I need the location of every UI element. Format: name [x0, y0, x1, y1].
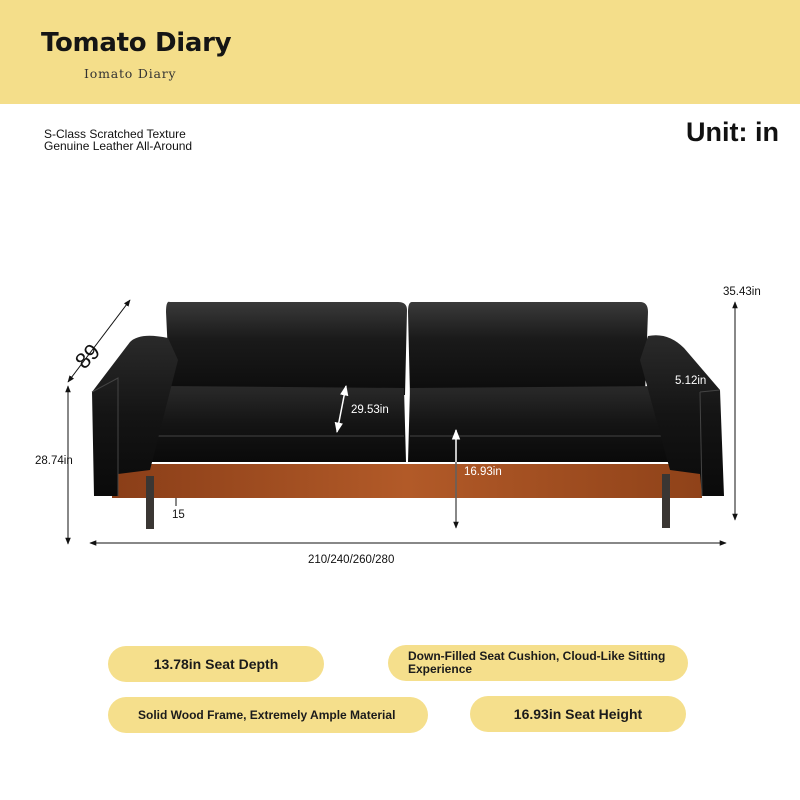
leg-height-label: 15	[172, 509, 185, 521]
arm-width-label: 5.12in	[675, 375, 707, 387]
feature-label: 13.78in Seat Depth	[153, 656, 279, 672]
feature-pill-seat-depth	[108, 646, 324, 682]
brand-title: Tomato Diary	[41, 28, 232, 58]
total-height-label: 35.43in	[723, 286, 761, 298]
arm-height-label: 28.74in	[35, 455, 73, 467]
feature-label: Solid Wood Frame, Extremely Ample Material	[138, 707, 396, 722]
right-leg	[662, 474, 670, 528]
back-cushion-left	[166, 302, 407, 395]
feature-label: Down-Filled Seat Cushion, Cloud-Like Sitting Experience	[408, 649, 666, 676]
seat-cushion-left	[144, 386, 406, 462]
brand-subtitle: Iomato Diary	[84, 66, 177, 81]
description-line-2: Genuine Leather All-Around	[44, 139, 193, 153]
feature-pill-seat-height	[470, 696, 686, 732]
seat-cushion-right	[408, 386, 673, 462]
sofa	[92, 302, 724, 529]
feature-label: 16.93in Seat Height	[513, 706, 643, 722]
length-options-label: 210/240/260/280	[308, 554, 395, 566]
feature-pill-frame	[108, 697, 428, 733]
feature-pill-cushion	[388, 645, 688, 681]
seat-depth-inner-label: 29.53in	[351, 404, 389, 416]
wood-base	[112, 464, 702, 498]
description-line-1: S-Class Scratched Texture	[44, 127, 186, 141]
seat-height-label: 16.93in	[464, 466, 502, 478]
depth-label: 89	[70, 338, 105, 374]
unit-label: Unit: in	[686, 117, 779, 147]
back-cushion-right	[408, 302, 648, 395]
left-leg	[146, 476, 154, 529]
